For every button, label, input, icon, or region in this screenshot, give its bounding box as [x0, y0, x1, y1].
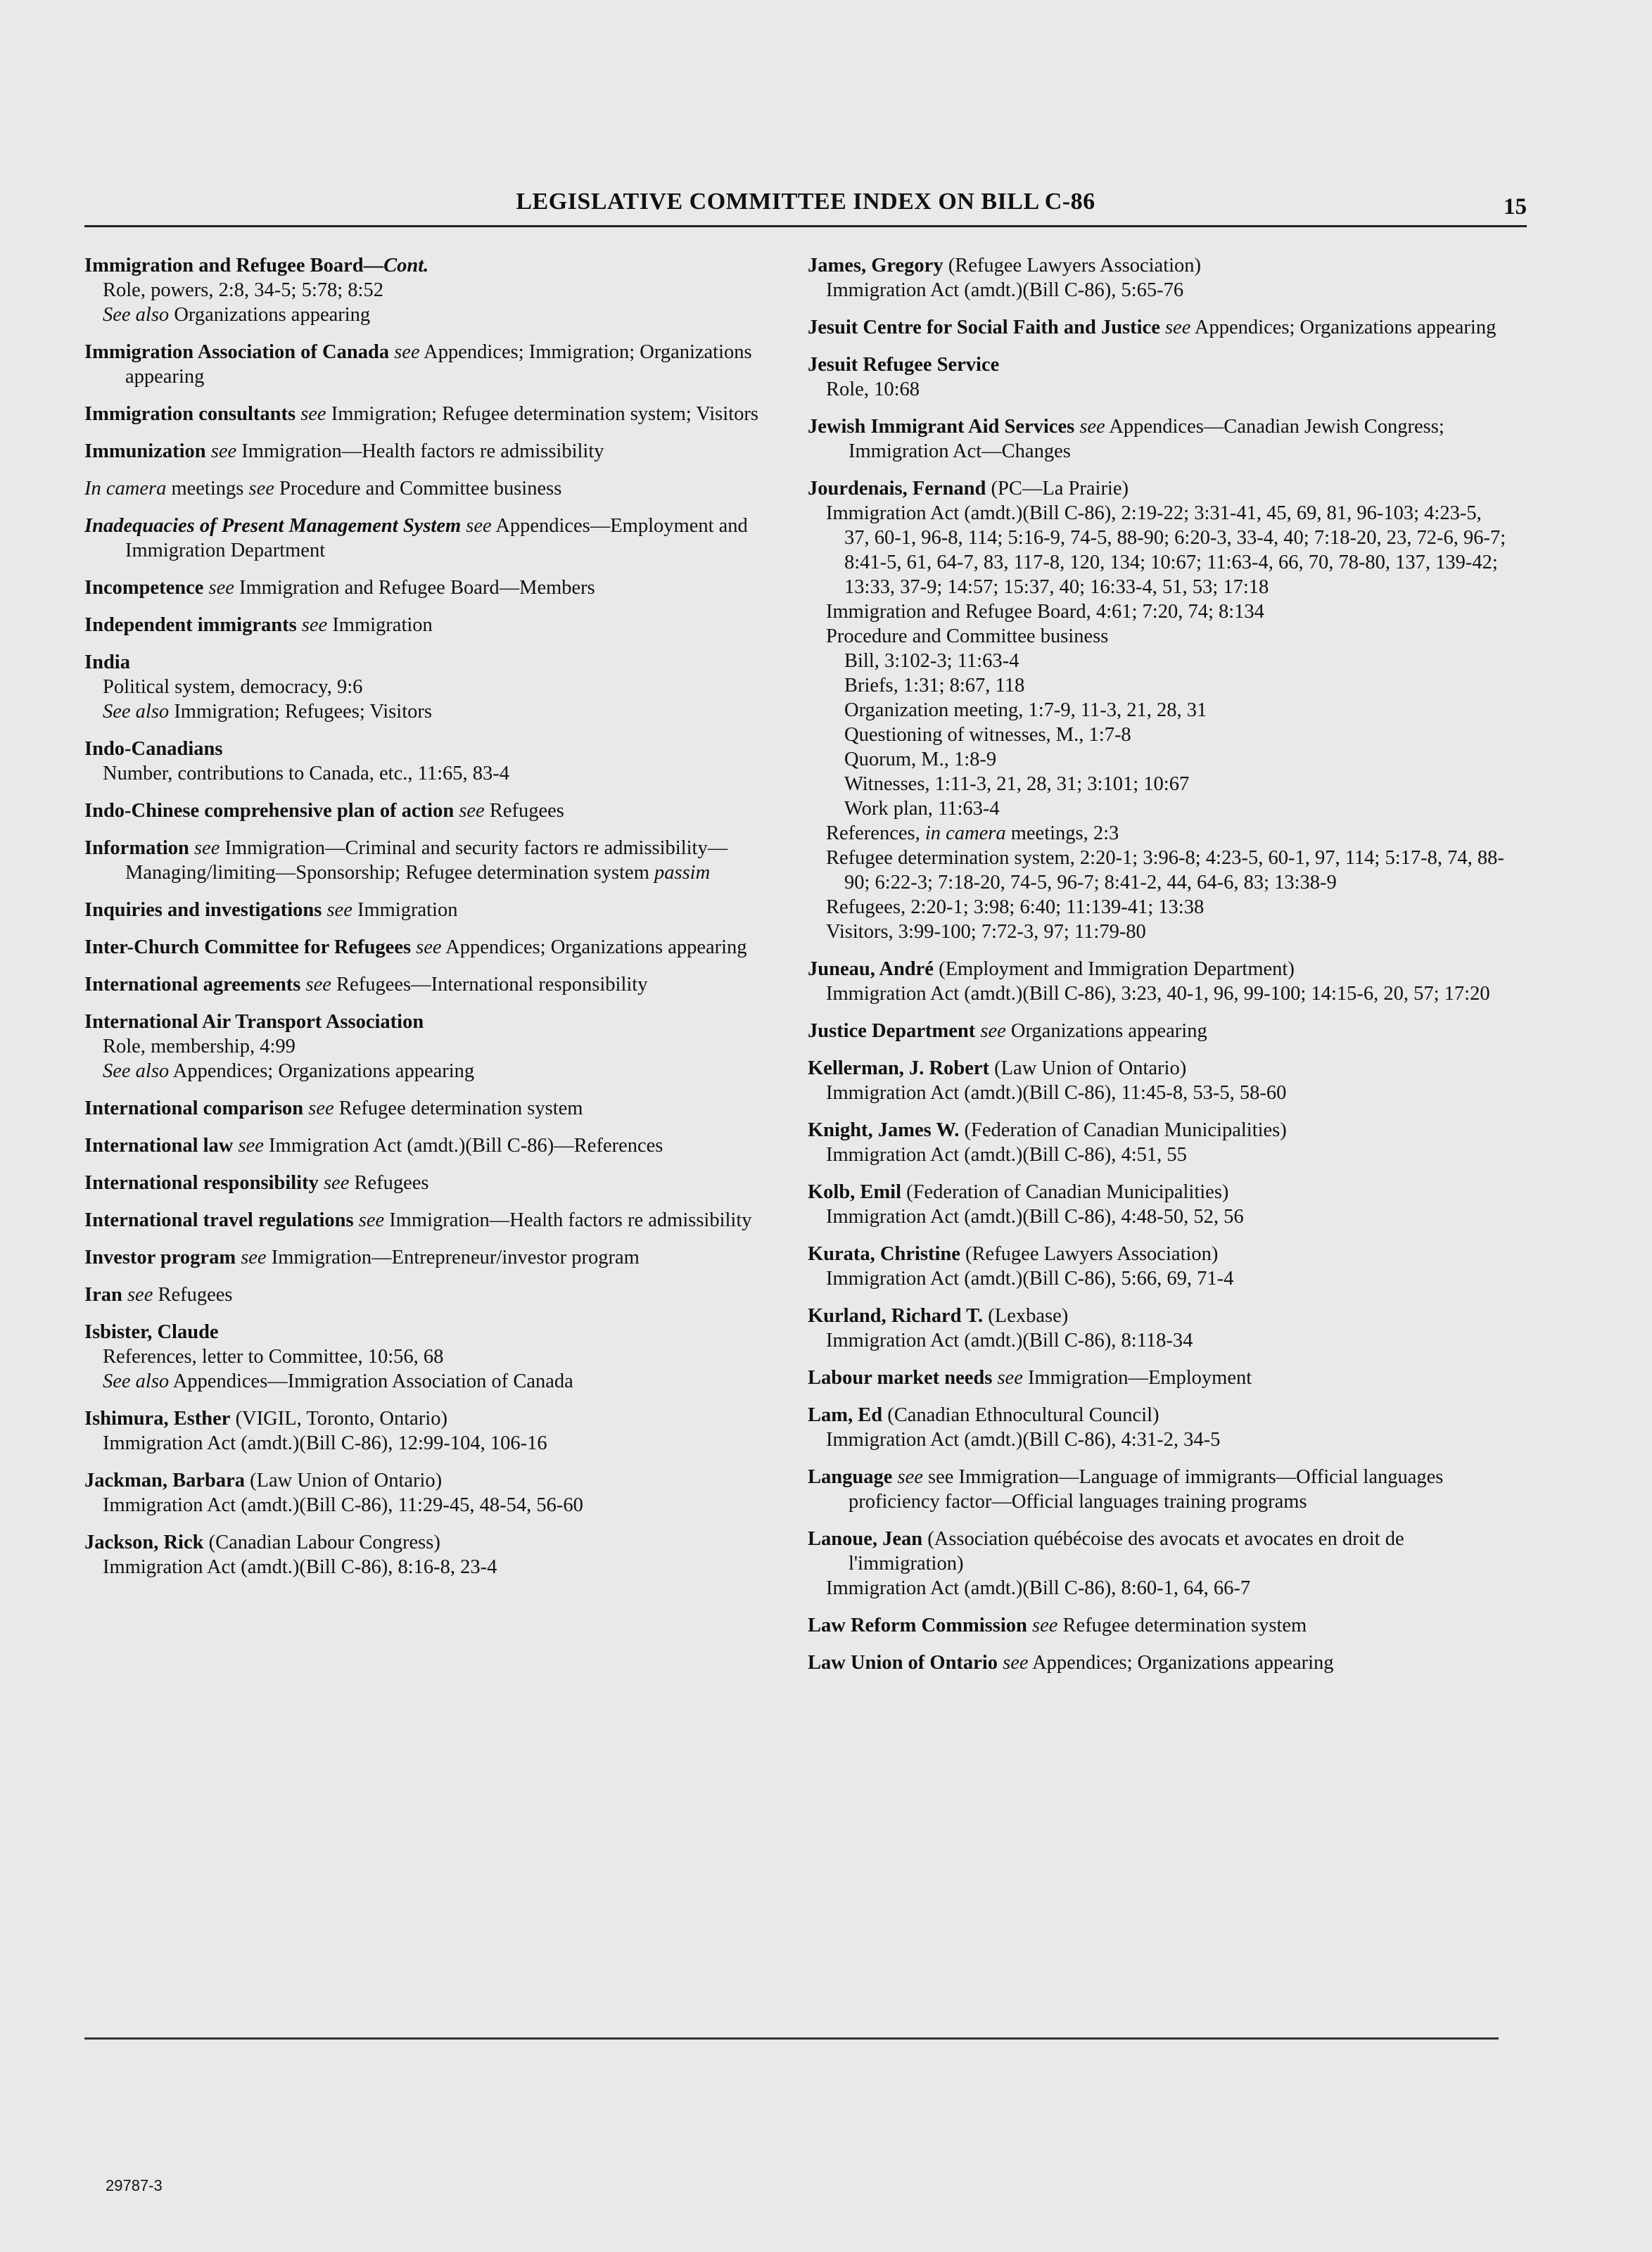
entry-heading-line [808, 315, 1511, 340]
entry-heading: International agreements [84, 974, 301, 995]
entry-heading-line [84, 1320, 760, 1344]
index-column-left [84, 253, 760, 1592]
entry-heading: Independent immigrants [84, 614, 297, 636]
entry-heading: Jewish Immigrant Aid Services [808, 416, 1075, 438]
index-entry [84, 650, 760, 724]
see-target: Refugee determination system [338, 1098, 583, 1119]
see-target: Appendices—Canadian Jewish Congress; Immigration Act—Changes [849, 416, 1444, 462]
index-entry [808, 352, 1511, 402]
entry-affiliation: (Law Union of Ontario) [994, 1057, 1187, 1079]
index-entry [84, 476, 760, 501]
index-entry [808, 414, 1511, 464]
see-also-line [103, 1059, 760, 1083]
entry-heading: Ishimura, Esther [84, 1408, 231, 1430]
index-entry [84, 1096, 760, 1121]
entry-affiliation: (VIGIL, Toronto, Ontario) [235, 1408, 447, 1430]
see-target-suffix: passim [654, 862, 711, 884]
see-target: Appendices; Organizations appearing [1194, 317, 1497, 338]
see-label: see [1032, 1615, 1058, 1636]
entry-heading-line [808, 1056, 1511, 1081]
see-label: see [208, 577, 234, 599]
see-label: see [193, 837, 220, 859]
entry-subsubline: Bill, 3:102-3; 11:63-4 [844, 650, 1019, 672]
index-entry [84, 1283, 760, 1307]
entry-heading-line [84, 836, 760, 885]
entry-heading-line [84, 935, 760, 960]
entry-heading-line [84, 476, 760, 501]
see-label: see [301, 614, 328, 636]
entry-heading: Immigration and Refugee Board— [84, 255, 384, 276]
entry-heading-line [808, 352, 1511, 377]
entry-subline: Role, 10:68 [826, 378, 920, 400]
see-label: see [459, 800, 485, 822]
entry-heading-line [84, 1245, 760, 1270]
see-target: Refugees [489, 800, 564, 822]
running-title: LEGISLATIVE COMMITTEE INDEX ON BILL C-86 [516, 189, 1095, 215]
see-also-target: Immigration; Refugees; Visitors [174, 701, 432, 723]
index-entry [808, 1650, 1511, 1675]
see-target: Appendices; Organizations appearing [1032, 1652, 1334, 1674]
see-label: see [980, 1020, 1006, 1042]
entry-subline: Immigration Act (amdt.)(Bill C-86), 5:66, 69, 71-4 [826, 1268, 1234, 1290]
entry-heading: International Air Transport Association [84, 1011, 424, 1033]
see-target: Immigration—Entrepreneur/investor program [271, 1247, 640, 1268]
see-target: Immigration—Health factors re admissibility [389, 1209, 752, 1231]
see-target: Immigration [332, 614, 433, 636]
entry-heading-line [84, 898, 760, 922]
entry-heading: Isbister, Claude [84, 1321, 219, 1343]
index-entry [808, 1056, 1511, 1105]
entry-heading-line [84, 1283, 760, 1307]
entry-heading: Law Reform Commission [808, 1615, 1027, 1636]
entry-subsubline: Questioning of witnesses, M., 1:7-8 [844, 724, 1131, 746]
see-label: see [323, 1172, 350, 1194]
see-target: Immigration; Refugee determination system; Visitors [331, 403, 758, 425]
index-entry [84, 253, 760, 327]
see-label: see [897, 1466, 923, 1488]
entry-heading-line [84, 737, 760, 761]
index-entry [808, 1180, 1511, 1229]
entry-heading: Law Union of Ontario [808, 1652, 998, 1674]
index-entry [808, 476, 1511, 944]
index-entry [84, 972, 760, 997]
entry-subline: Immigration Act (amdt.)(Bill C-86), 8:60-1, 64, 66-7 [826, 1577, 1251, 1599]
entry-affiliation: (Lexbase) [988, 1305, 1069, 1327]
entry-heading-line [84, 613, 760, 637]
index-entry [84, 1406, 760, 1456]
index-entry [808, 957, 1511, 1006]
see-target: Immigration Act (amdt.)(Bill C-86)—References [269, 1135, 663, 1157]
see-label: see [241, 1247, 267, 1268]
entry-heading-line [808, 957, 1511, 981]
entry-subline: Procedure and Committee business [826, 625, 1109, 647]
see-label: see [308, 1098, 334, 1119]
entry-heading: Jesuit Centre for Social Faith and Justice [808, 317, 1160, 338]
index-entry [808, 1403, 1511, 1452]
page-header [84, 184, 1527, 227]
entry-subline: Immigration Act (amdt.)(Bill C-86), 3:23, 40-1, 96, 99-100; 14:15-6, 20, 57; 17:20 [826, 983, 1490, 1005]
entry-subline: Immigration Act (amdt.)(Bill C-86), 5:65-76 [826, 279, 1184, 301]
see-target: Procedure and Committee business [279, 478, 562, 500]
entry-subline: Refugee determination system, 2:20-1; 3:96-8; 4:23-5, 60-1, 97, 114; 5:17-8, 74, 88-90; 6:22-3; 7:18-20, 74-5, 96-7; 8:41-2, 44, 64-6, 83; 13:38-9 [826, 847, 1504, 893]
see-also-line [103, 699, 760, 724]
entry-heading-line [84, 514, 760, 563]
index-entry [84, 737, 760, 786]
entry-subline: Immigration Act (amdt.)(Bill C-86), 11:45-8, 53-5, 58-60 [826, 1082, 1287, 1104]
entry-affiliation: (Law Union of Ontario) [250, 1470, 443, 1491]
index-entry [84, 935, 760, 960]
entry-subsubline: Witnesses, 1:11-3, 21, 28, 31; 3:101; 10:67 [844, 773, 1190, 795]
index-entry [808, 253, 1511, 303]
entry-heading: Kolb, Emil [808, 1181, 902, 1203]
italic-term: in camera [925, 822, 1006, 844]
see-target: Immigration and Refugee Board—Members [239, 577, 595, 599]
see-target: Immigration—Health factors re admissibility [241, 440, 604, 462]
see-label: see [358, 1209, 385, 1231]
entry-subline: Immigration Act (amdt.)(Bill C-86), 2:19-22; 3:31-41, 45, 69, 81, 96-103; 4:23-5, 37, 60-1, 96-8, 114; 5:16-9, 74-5, 88-90; 6:20-3, 33-4, 40; 7:18-20, 23, 72-6, 96-7; 8:41-5, 61, 64-7, 83, 117-8, 120, 134; 10:67; 11:63-4, 66, 70, 78-80, 137, 139-42; 13:33, 37-9; 14:57; 15:37, 40; 16:33-4, 51, 53; 17:18 [826, 502, 1506, 598]
see-target: Appendices; Organizations appearing [445, 936, 747, 958]
entry-subline: Immigration Act (amdt.)(Bill C-86), 4:31-2, 34-5 [826, 1429, 1221, 1451]
entry-heading-suffix: meetings [166, 478, 244, 500]
see-also-target: Appendices; Organizations appearing [172, 1060, 475, 1082]
entry-heading: Kellerman, J. Robert [808, 1057, 990, 1079]
index-entry [808, 1118, 1511, 1167]
entry-subline: References, in camera meetings, 2:3 [826, 822, 1119, 844]
see-also-target: Appendices—Immigration Association of Canada [172, 1370, 573, 1392]
see-also-label: See also [103, 1370, 170, 1392]
entry-affiliation: (Canadian Ethnocultural Council) [887, 1404, 1159, 1426]
entry-subline: Immigration and Refugee Board, 4:61; 7:20, 74; 8:134 [826, 601, 1264, 623]
entry-heading-line [808, 253, 1511, 278]
entry-subsubline: Quorum, M., 1:8-9 [844, 749, 997, 770]
entry-subline: Immigration Act (amdt.)(Bill C-86), 4:51, 55 [826, 1144, 1187, 1166]
entry-heading-line [84, 402, 760, 426]
entry-subline: Immigration Act (amdt.)(Bill C-86), 8:16-8, 23-4 [103, 1556, 497, 1578]
index-entry [84, 1208, 760, 1233]
entry-subline: Visitors, 3:99-100; 7:72-3, 97; 11:79-80 [826, 921, 1146, 943]
entry-heading: Knight, James W. [808, 1119, 960, 1141]
entry-heading-line [808, 1180, 1511, 1204]
entry-heading: James, Gregory [808, 255, 943, 276]
see-also-target: Organizations appearing [174, 304, 371, 326]
index-entry [84, 439, 760, 464]
entry-heading-line [808, 1403, 1511, 1427]
entry-heading-line [808, 1019, 1511, 1043]
entry-heading: Kurata, Christine [808, 1243, 960, 1265]
entry-subline: Immigration Act (amdt.)(Bill C-86), 8:118-34 [826, 1330, 1193, 1351]
entry-affiliation: (Federation of Canadian Municipalities) [906, 1181, 1229, 1203]
entry-subline: Immigration Act (amdt.)(Bill C-86), 4:48-50, 52, 56 [826, 1206, 1244, 1228]
entry-heading: Iran [84, 1284, 122, 1306]
see-also-line [103, 1369, 760, 1394]
see-target: Appendices—Employment and Immigration Department [125, 515, 748, 561]
index-entry [808, 1304, 1511, 1353]
entry-affiliation: (Federation of Canadian Municipalities) [964, 1119, 1287, 1141]
entry-heading-line [808, 1118, 1511, 1143]
footer-rule [84, 2037, 1499, 2040]
entry-heading-line [84, 439, 760, 464]
index-entry [808, 1242, 1511, 1291]
entry-heading-line [808, 1304, 1511, 1328]
index-entry [84, 1245, 760, 1270]
index-column-right [808, 253, 1511, 1688]
see-target: Organizations appearing [1010, 1020, 1207, 1042]
entry-affiliation: (PC—La Prairie) [991, 478, 1129, 500]
entry-heading: International responsibility [84, 1172, 319, 1194]
entry-subline: Role, powers, 2:8, 34-5; 5:78; 8:52 [103, 279, 383, 301]
index-entry [808, 1613, 1511, 1638]
entry-heading-line [808, 1242, 1511, 1266]
see-target: see Immigration—Language of immigrants—Official languages proficiency factor—Official languages training programs [849, 1466, 1444, 1513]
see-label: see [326, 899, 352, 921]
index-entry [84, 340, 760, 389]
index-entry [84, 575, 760, 600]
entry-heading-line [84, 1406, 760, 1431]
see-label: see [210, 440, 237, 462]
entry-heading-line [808, 414, 1511, 464]
see-also-label: See also [103, 701, 170, 723]
entry-heading-line [84, 1171, 760, 1195]
footer-code: 29787-3 [106, 2177, 163, 2194]
index-entry [808, 1527, 1511, 1601]
index-entry [84, 799, 760, 823]
see-target: Appendices; Immigration; Organizations appearing [125, 341, 752, 388]
entry-subsubline: Briefs, 1:31; 8:67, 118 [844, 675, 1025, 696]
entry-heading-line [808, 1613, 1511, 1638]
entry-heading-continued: Cont. [383, 255, 429, 276]
entry-heading: International travel regulations [84, 1209, 354, 1231]
entry-heading: Immunization [84, 440, 206, 462]
entry-subline: Political system, democracy, 9:6 [103, 676, 363, 698]
entry-heading-italic: In camera [84, 478, 167, 500]
entry-affiliation: (Employment and Immigration Department) [939, 958, 1295, 980]
entry-heading: Information [84, 837, 189, 859]
entry-heading: Inquiries and investigations [84, 899, 322, 921]
entry-heading-line [84, 1096, 760, 1121]
entry-heading-line [84, 1208, 760, 1233]
entry-heading-line [808, 476, 1511, 501]
see-target: Refugees [158, 1284, 233, 1306]
see-also-label: See also [103, 1060, 170, 1082]
see-also-label: See also [103, 304, 170, 326]
index-entry [84, 514, 760, 563]
see-label: see [300, 403, 326, 425]
entry-subline: Refugees, 2:20-1; 3:98; 6:40; 11:139-41; 13:38 [826, 896, 1205, 918]
index-entry [84, 402, 760, 426]
entry-heading: Inter-Church Committee for Refugees [84, 936, 412, 958]
see-label: see [305, 974, 331, 995]
index-entry [808, 1465, 1511, 1514]
entry-heading-line [84, 1010, 760, 1034]
index-entry [84, 1320, 760, 1394]
entry-subline: References, letter to Committee, 10:56, 68 [103, 1346, 444, 1368]
entry-heading: Immigration Association of Canada [84, 341, 390, 363]
entry-heading-italic-bold: Inadequacies of Present Management System [84, 515, 462, 537]
entry-heading-line [84, 575, 760, 600]
entry-heading-line [84, 253, 760, 278]
entry-affiliation: (Refugee Lawyers Association) [965, 1243, 1219, 1265]
entry-heading-line [84, 1530, 760, 1555]
see-target: Refugees [354, 1172, 429, 1194]
see-label: see [1164, 317, 1191, 338]
entry-heading-line [84, 650, 760, 675]
entry-heading: International law [84, 1135, 234, 1157]
entry-heading-line [84, 972, 760, 997]
entry-heading: Jourdenais, Fernand [808, 478, 986, 500]
entry-heading: Kurland, Richard T. [808, 1305, 984, 1327]
see-label: see [238, 1135, 264, 1157]
entry-heading-line [808, 1366, 1511, 1390]
entry-heading-line [84, 1133, 760, 1158]
index-entry [808, 1366, 1511, 1390]
see-target: Refugee determination system [1062, 1615, 1307, 1636]
entry-heading: Labour market needs [808, 1367, 993, 1389]
see-label: see [127, 1284, 153, 1306]
entry-heading-line [808, 1650, 1511, 1675]
entry-subsubline: Work plan, 11:63-4 [844, 798, 1000, 820]
entry-heading: India [84, 651, 130, 673]
index-entry [84, 1171, 760, 1195]
see-also-line [103, 303, 760, 327]
entry-heading: International comparison [84, 1098, 304, 1119]
entry-heading: Incompetence [84, 577, 204, 599]
page-number: 15 [1504, 194, 1527, 220]
index-entry [84, 1468, 760, 1518]
entry-heading: Lam, Ed [808, 1404, 883, 1426]
entry-heading: Juneau, André [808, 958, 934, 980]
index-entry [84, 1133, 760, 1158]
see-label: see [248, 478, 274, 500]
entry-affiliation: (Association québécoise des avocats et avocates en droit de l'immigration) [849, 1528, 1404, 1575]
see-target: Immigration—Criminal and security factors re admissibility—Managing/limiting—Sponsorship; Refugee determination system [125, 837, 728, 884]
entry-heading: Jesuit Refugee Service [808, 354, 1000, 376]
entry-heading-line [84, 799, 760, 823]
see-target: Immigration—Employment [1027, 1367, 1252, 1389]
see-label: see [1003, 1652, 1029, 1674]
see-label: see [394, 341, 420, 363]
entry-heading: Jackson, Rick [84, 1532, 204, 1553]
entry-heading-line [808, 1465, 1511, 1514]
index-entry [84, 898, 760, 922]
entry-heading: Investor program [84, 1247, 236, 1268]
entry-heading: Indo-Chinese comprehensive plan of action [84, 800, 455, 822]
entry-heading-line [84, 1468, 760, 1493]
entry-heading-line [84, 340, 760, 389]
entry-heading: Lanoue, Jean [808, 1528, 923, 1550]
entry-subline: Immigration Act (amdt.)(Bill C-86), 12:99-104, 106-16 [103, 1432, 547, 1454]
entry-heading-line [808, 1527, 1511, 1576]
see-label: see [416, 936, 442, 958]
index-entry [84, 836, 760, 885]
entry-affiliation: (Canadian Labour Congress) [208, 1532, 440, 1553]
entry-subsubline: Organization meeting, 1:7-9, 11-3, 21, 28, 31 [844, 699, 1207, 721]
entry-subline: Number, contributions to Canada, etc., 11:65, 83-4 [103, 763, 509, 784]
entry-subline: Role, membership, 4:99 [103, 1036, 296, 1057]
index-entry [808, 1019, 1511, 1043]
see-label: see [1079, 416, 1105, 438]
see-target: Immigration [357, 899, 458, 921]
index-entry [84, 1530, 760, 1579]
entry-heading: Justice Department [808, 1020, 976, 1042]
entry-heading: Indo-Canadians [84, 738, 223, 760]
see-label: see [466, 515, 492, 537]
index-entry [808, 315, 1511, 340]
entry-affiliation: (Refugee Lawyers Association) [948, 255, 1202, 276]
index-entry [84, 613, 760, 637]
index-entry [84, 1010, 760, 1083]
entry-heading: Jackman, Barbara [84, 1470, 245, 1491]
see-label: see [997, 1367, 1023, 1389]
entry-heading: Language [808, 1466, 893, 1488]
entry-subline: Immigration Act (amdt.)(Bill C-86), 11:29-45, 48-54, 56-60 [103, 1494, 583, 1516]
entry-heading: Immigration consultants [84, 403, 296, 425]
see-target: Refugees—International responsibility [336, 974, 648, 995]
